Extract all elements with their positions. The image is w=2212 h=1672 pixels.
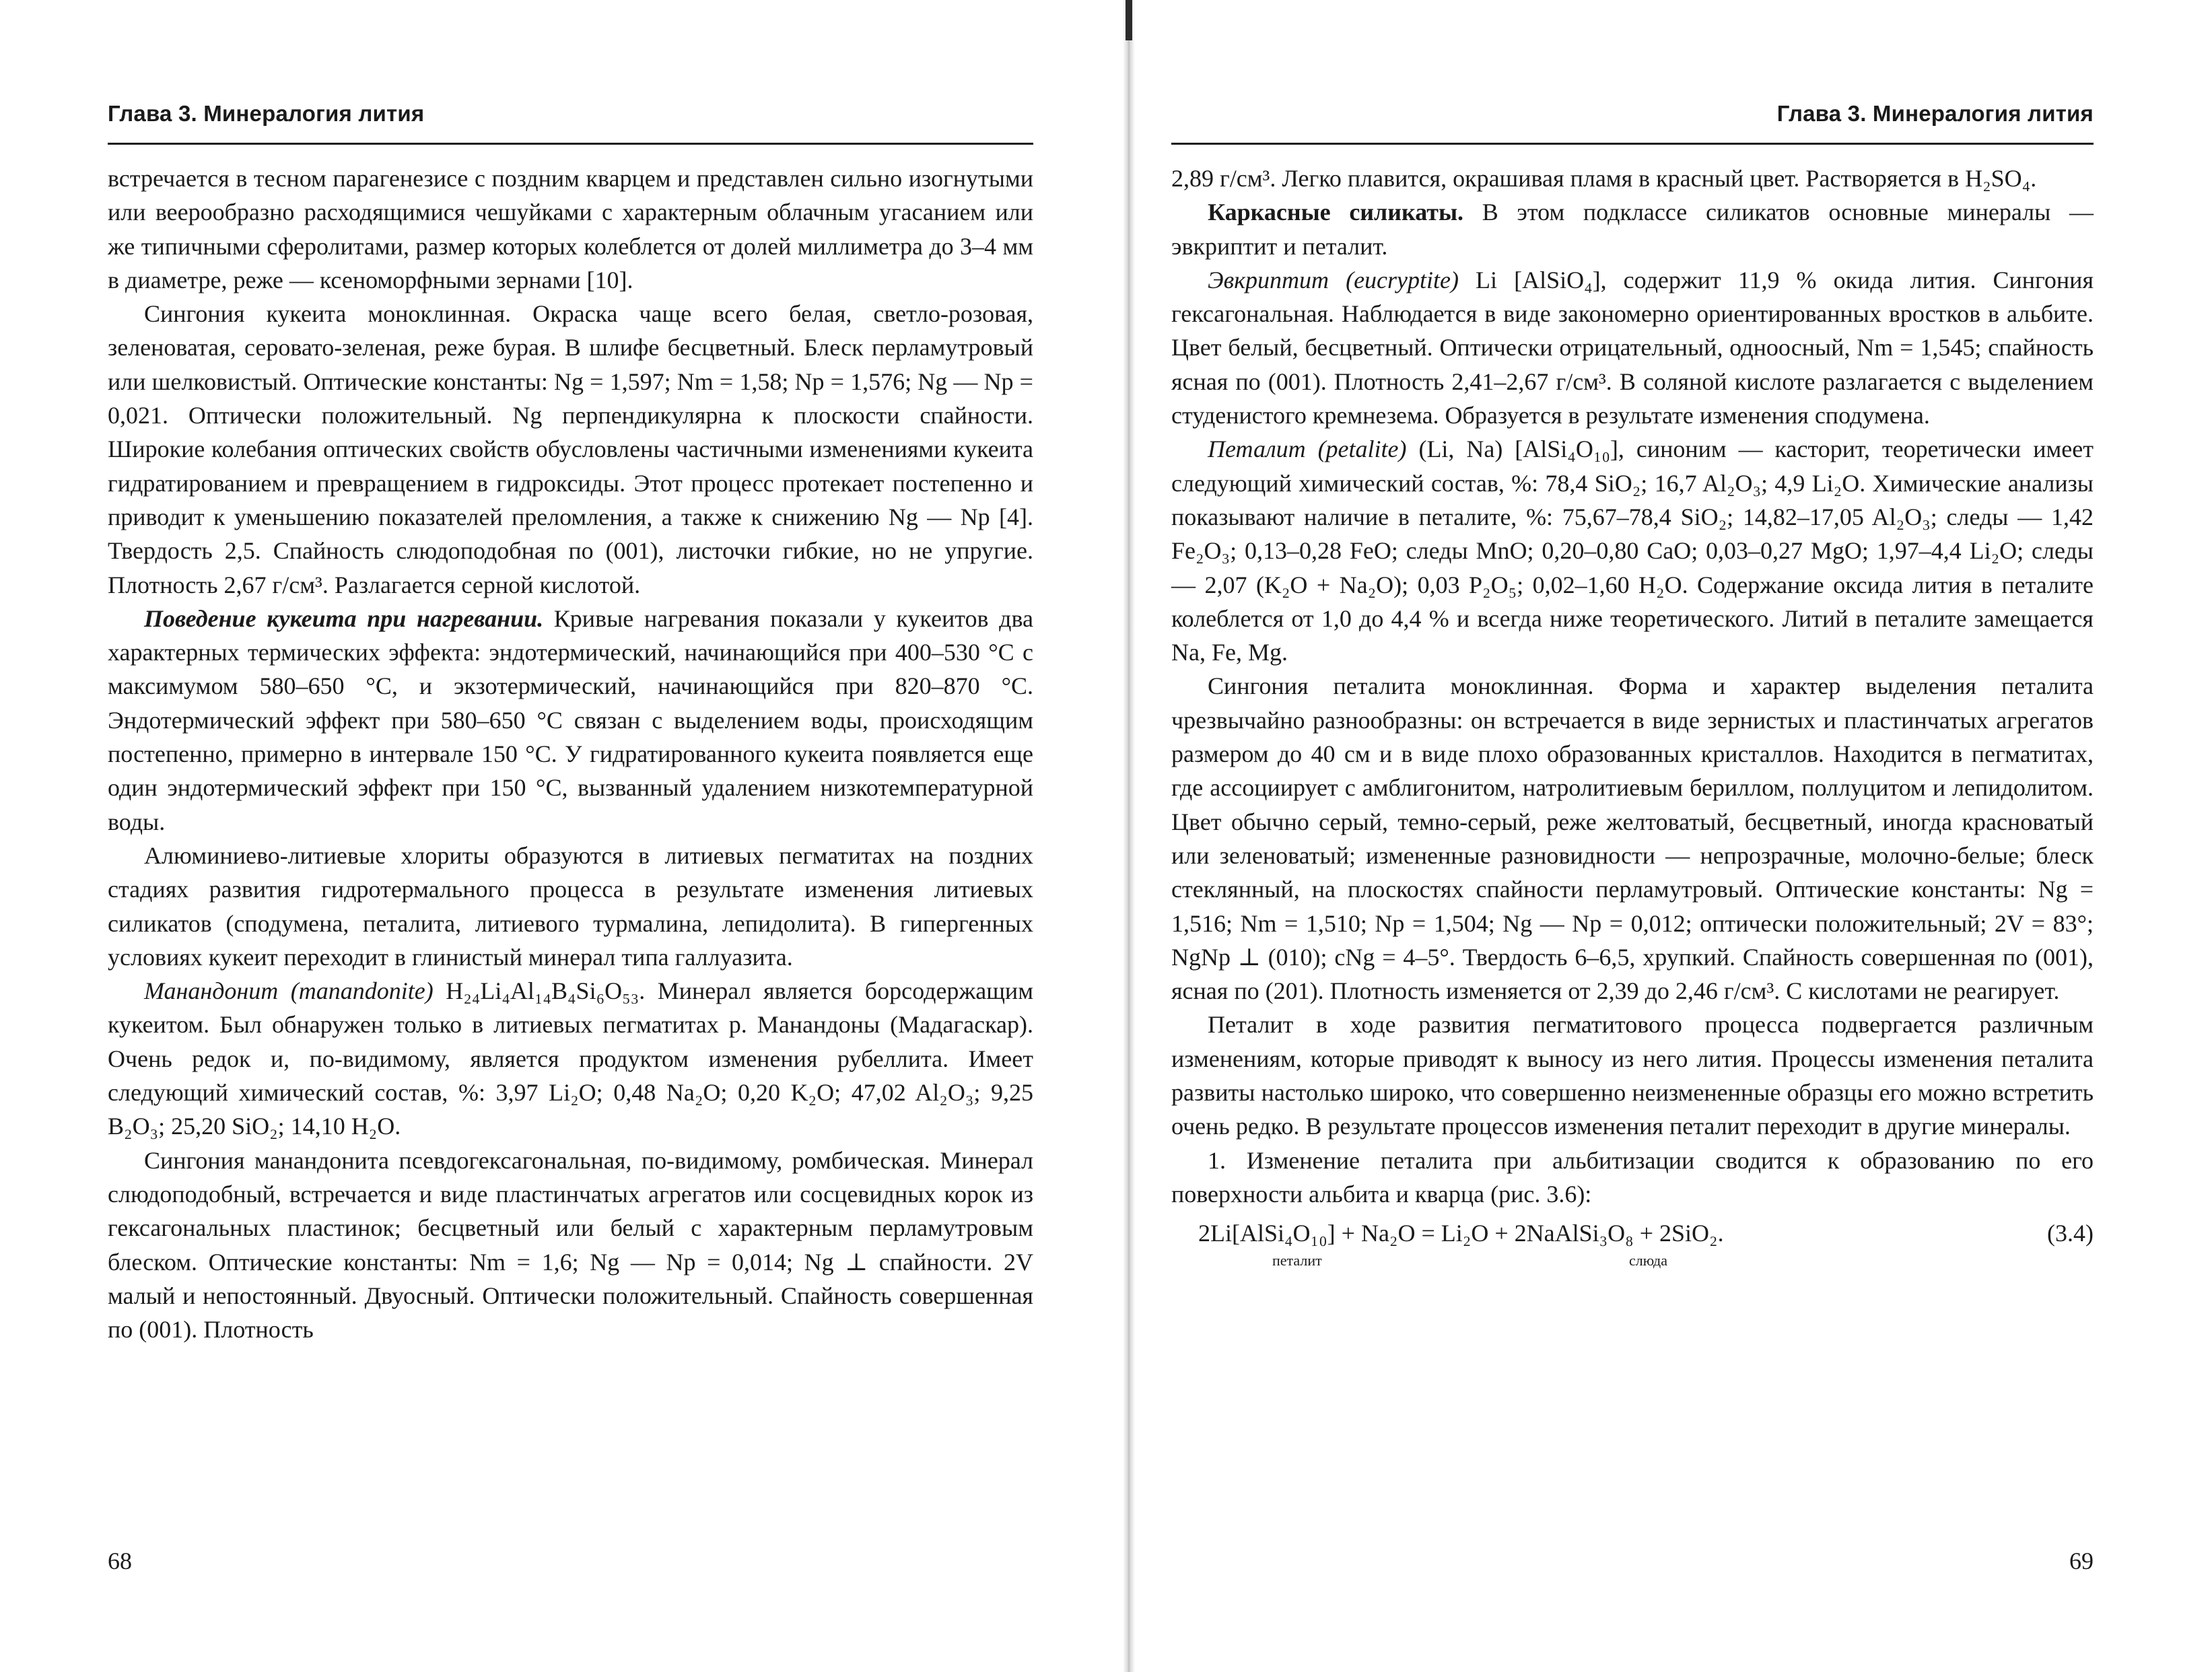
paragraph-text: Li [AlSiO₄], содержит 11,9 % окида лития. Сингония гексагональная. Наблюдается в виде закономерно ориентированных вростков в альбите. Цвет белый, бесцветный. Оптически отрицательный, одноосный, Nm = 1,545; спайность ясная по (001). Плотность 2,41–2,67 г/см³. В соляной кислоте разлагается с выделением студенистого кремнезема. Образуется в результате изменения сподумена. xyxy=(1171,266,2094,429)
paragraph xyxy=(1171,162,2094,195)
paragraph-text: Сингония кукеита моноклинная. Окраска чаще всего белая, светло-розовая, зеленоватая, серовато-зеленая, реже бурая. В шлифе бесцветный. Блеск перламутровый или шелковистый. Оптические константы: Ng = 1,597; Nm = 1,58; Np = 1,576; Ng — Np = 0,021. Оптически положительный. Ng перпендикулярна к плоскости спайности. Широкие колебания оптических свойств обусловлены частичными изменениями кукеита гидратированием и превращением в гидроксиды. Этот процесс протекает постепенно и приводит к уменьшению показателей преломления, а также к снижению Ng — Np [4]. Твердость 2,5. Спайность слюдоподобная по (001), листочки гибкие, но не упругие. Плотность 2,67 г/см³. Разлагается серной кислотой. xyxy=(108,300,1033,598)
paragraph-lead: Эвкриптит (eucryptite) xyxy=(1208,266,1459,293)
paragraph-text: встречается в тесном парагенезисе с поздним кварцем и представлен сильно изогнутыми или веерообразно расходящимися чешуйками с характерным облачным угасанием или же типичными сферолитами, размер которых колеблется от долей миллиметра до 3–4 мм в диаметре, реже — ксеноморфными зернами [10]. xyxy=(108,165,1033,293)
equation-number: (3.4) xyxy=(2047,1220,2094,1247)
right-page-number: 69 xyxy=(2069,1547,2094,1574)
paragraph-lead: Каркасные силикаты. xyxy=(1208,199,1464,226)
paragraph xyxy=(108,602,1033,839)
paragraph-text: 2,89 г/см³. Легко плавится, окрашивая пламя в красный цвет. Растворяется в H₂SO₄. xyxy=(1171,165,2037,192)
paragraph-lead: Манандонит (manandonite) xyxy=(144,977,434,1005)
paragraph-text: Кривые нагревания показали у кукеитов два характерных термических эффекта: эндотермический, начинающийся при 400–530 °С с максимумом 580–650 °С, и экзотермический, начинающийся при 820–870 °С. Эндотермический эффект при 580–650 °С связан с выделением воды, происходящим постепенно, примерно в интервале 150 °С. У гидратированного кукеита появляется еще один эндотермический эффект при 150 °С, вызванный удалением низкотемпературной воды. xyxy=(108,604,1033,835)
right-head-rule xyxy=(1171,143,2094,145)
paragraph xyxy=(108,162,1033,297)
paragraph-text: Петалит в ходе развития пегматитового процесса подвергается различным изменениям, которые приводят к выносу из него лития. Процессы изменения петалита развиты настолько широко, что совершенно неизмененные образцы его можно встретить очень редко. В результате процессов изменения петалит переходит в другие минералы. xyxy=(1171,1011,2094,1140)
gutter-binding-shadow xyxy=(1126,0,1132,40)
paragraph-lead: Поведение кукеита при нагревании. xyxy=(144,604,544,632)
equation-label-mica: слюда xyxy=(1629,1252,1668,1269)
book-gutter xyxy=(1123,0,1135,1672)
paragraph-text: Алюминиево-литиевые хлориты образуются в литиевых пегматитах на поздних стадиях развития гидротермального процесса в результате изменения литиевых силикатов (сподумена, петалита, литиевого турмалина, лепидолита). В гипергенных условиях кукеит переходит в глинистый минерал типа галлуазита. xyxy=(108,841,1033,971)
right-text-column xyxy=(1171,162,2094,1278)
paragraph xyxy=(108,974,1033,1143)
paragraph xyxy=(1171,1008,2094,1143)
paragraph xyxy=(1171,432,2094,669)
paragraph-text: H₂₄Li₄Al₁₄B₄Si₆O₅₃. Минерал является борсодержащим кукеитом. Был обнаружен только в литиевых пегматитах р. Манандоны (Мадагаскар). Очень редок и, по-видимому, является продуктом изменения рубеллита. Имеет следующий химический состав, %: 3,97 Li₂O; 0,48 Na₂O; 0,20 K₂O; 47,02 Al₂O₃; 9,25 B₂O₃; 25,20 SiO₂; 14,10 H₂O. xyxy=(108,977,1033,1140)
paragraph xyxy=(1171,1144,2094,1212)
equation-label-petalite: петалит xyxy=(1272,1252,1322,1269)
equation-3-4 xyxy=(1171,1216,2094,1278)
left-text-column xyxy=(108,162,1033,1346)
paragraph-text: В этом подклассе силикатов основные минералы — эвкриптит и петалит. xyxy=(1171,199,2094,260)
left-running-head: Глава 3. Минералогия лития xyxy=(108,101,425,126)
left-head-rule xyxy=(108,143,1033,145)
paragraph xyxy=(1171,669,2094,1008)
left-page-number: 68 xyxy=(108,1547,132,1574)
paragraph-lead: Петалит (petalite) xyxy=(1208,436,1407,463)
equation-text: 2Li[AlSi₄O₁₀] + Na₂O = Li₂O + 2NaAlSi₃O₈ + 2SiO₂. xyxy=(1198,1220,1724,1247)
paragraph-text: 1. Изменение петалита при альбитизации сводится к образованию по его поверхности альбита и кварца (рис. 3.6): xyxy=(1171,1146,2094,1208)
paragraph xyxy=(1171,263,2094,432)
paragraph xyxy=(1171,195,2094,263)
right-running-head: Глава 3. Минералогия лития xyxy=(1776,101,2094,126)
paragraph xyxy=(108,297,1033,602)
paragraph xyxy=(108,839,1033,974)
paragraph-text: Сингония манандонита псевдогексагональная, по-видимому, ромбическая. Минерал слюдоподобный, встречается и виде пластинчатых агрегатов или сосцевидных корок из гексагональных пластинок; бесцветный или белый с характерным перламутровым блеском. Оптические константы: Nm = 1,6; Ng — Np = 0,014; Ng ⊥ спайности. 2V малый и непостоянный. Двуосный. Оптически положительный. Спайность совершенная по (001). Плотность xyxy=(108,1146,1033,1344)
paragraph-text: Сингония петалита моноклинная. Форма и характер выделения петалита чрезвычайно разнообразны: он встречается в виде зернистых и пластинчатых агрегатов размером до 40 см и в виде плохо образованных кристаллов. Находится в пегматитах, где ассоциирует с амблигонитом, натролитиевым бериллом, поллуцитом и лепидолитом. Цвет обычно серый, темно-серый, реже желтоватый, бесцветный, иногда красноватый или зеленоватый; измененные разновидности — непрозрачные, молочно-белые; блеск стеклянный, на плоскостях спайности перламутровый. Оптические константы: Ng = 1,516; Nm = 1,510; Np = 1,504; Ng — Np = 0,012; оптически положительный; 2V = 83°; NgNp ⊥ (010); cNg = 4–5°. Твердость 6–6,5, хрупкий. Спайность совершенная по (001), ясная по (201). Плотность изменяется от 2,39 до 2,46 г/см³. С кислотами не реагирует. xyxy=(1171,672,2094,1005)
paragraph-text: (Li, Na) [AlSi₄O₁₀], синоним — касторит, теоретически имеет следующий химический состав, %: 78,4 SiO₂; 16,7 Al₂O₃; 4,9 Li₂O. Химические анализы показывают наличие в петалите, %: 75,67–78,4 SiO₂; 14,82–17,05 Al₂O₃; следы — 1,42 Fe₂O₃; 0,13–0,28 FeO; следы MnO; 0,20–0,80 CaO; 0,03–0,27 MgO; 1,97–4,4 Li₂O; следы — 2,07 (K₂O + Na₂O); 0,03 P₂O₅; 0,02–1,60 H₂O. Содержание оксида лития в петалите колеблется от 1,0 до 4,4 % и всегда ниже теоретического. Литий в петалите замещается Na, Fe, Mg. xyxy=(1171,436,2094,666)
paragraph xyxy=(108,1144,1033,1347)
